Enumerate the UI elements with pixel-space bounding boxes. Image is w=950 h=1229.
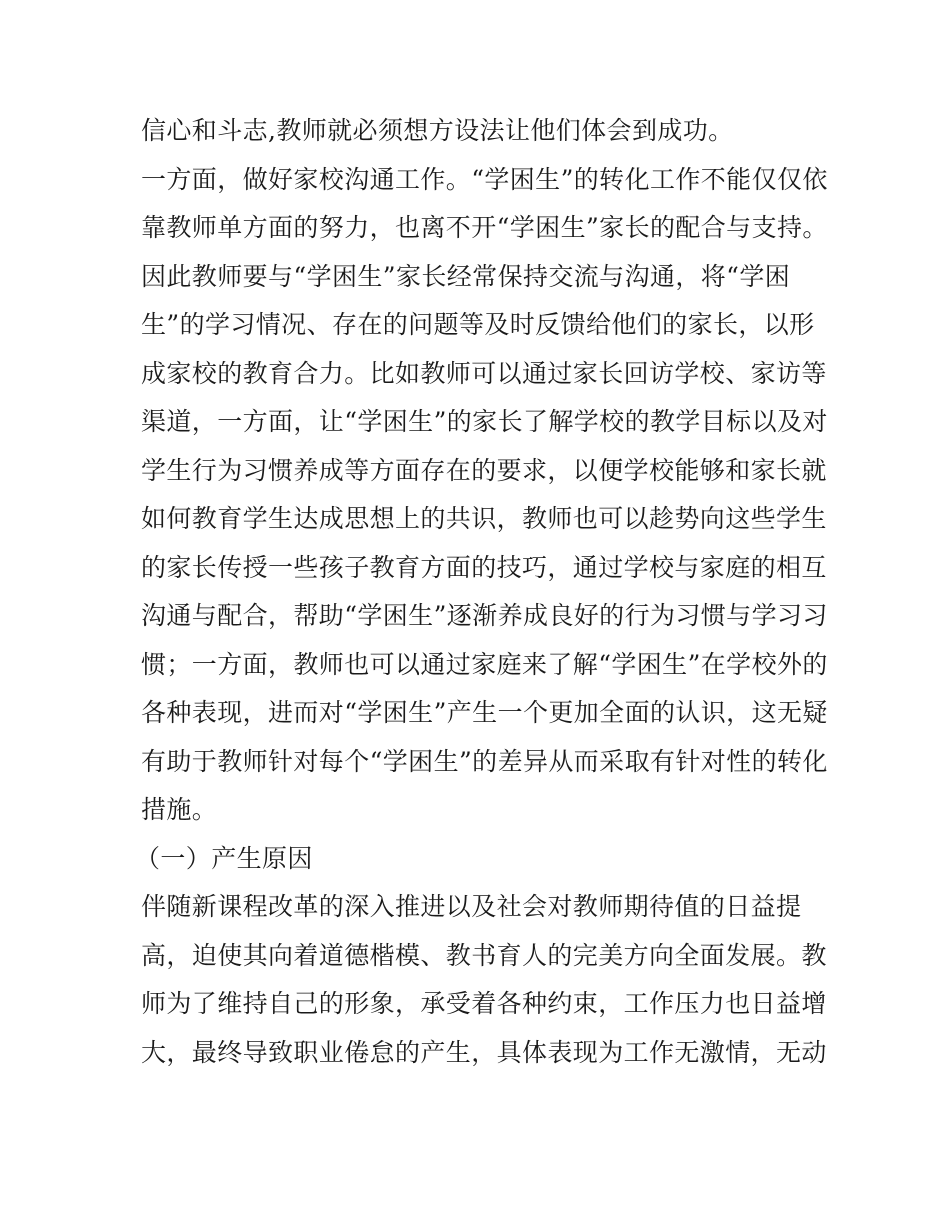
text-line: 惯；一方面，教师也可以通过家庭来了解“学困生”在学校外的	[141, 649, 828, 679]
section-heading: （一）产生原因	[135, 843, 313, 873]
text-line: 措施。	[141, 795, 218, 824]
text-line: 如何教育学生达成思想上的共识，教师也可以趁势向这些学生	[141, 504, 827, 533]
text-line: 有助于教师针对每个“学困生”的差异从而采取有针对性的转化	[141, 746, 828, 776]
text-line: 生”的学习情况、存在的问题等及时反馈给他们的家长，以形	[141, 310, 815, 339]
text-line: 的家长传授一些孩子教育方面的技巧，通过学校与家庭的相互	[141, 552, 827, 582]
text-line: 一方面，做好家校沟通工作。“学困生”的转化工作不能仅仅依	[141, 164, 828, 194]
text-line: 渠道，一方面，让“学困生”的家长了解学校的教学目标以及对	[141, 407, 828, 436]
text-line: 靠教师单方面的努力，也离不开“学困生”家长的配合与支持。	[141, 213, 828, 242]
text-line: 因此教师要与“学困生”家长经常保持交流与沟通，将“学困	[141, 261, 791, 291]
text-line: 学生行为习惯养成等方面存在的要求，以便学校能够和家长就	[141, 455, 827, 485]
text-line: 高，迫使其向着道德楷模、教书育人的完美方向全面发展。教	[141, 940, 827, 970]
text-line: 信心和斗志,教师就必须想方设法让他们体会到成功。	[141, 116, 734, 145]
text-line: 大，最终导致职业倦怠的产生，具体表现为工作无激情，无动	[141, 1037, 827, 1067]
text-line: 师为了维持自己的形象，承受着各种约束，工作压力也日益增	[141, 989, 827, 1018]
text-line: 各种表现，进而对“学困生”产生一个更加全面的认识，这无疑	[141, 698, 828, 727]
body-text	[135, 107, 828, 1077]
text-line: 成家校的教育合力。比如教师可以通过家长回访学校、家访等	[141, 358, 827, 388]
text-line: 伴随新课程改革的深入推进以及社会对教师期待值的日益提	[141, 892, 802, 921]
text-line: 沟通与配合，帮助“学困生”逐渐养成良好的行为习惯与学习习	[141, 601, 828, 630]
